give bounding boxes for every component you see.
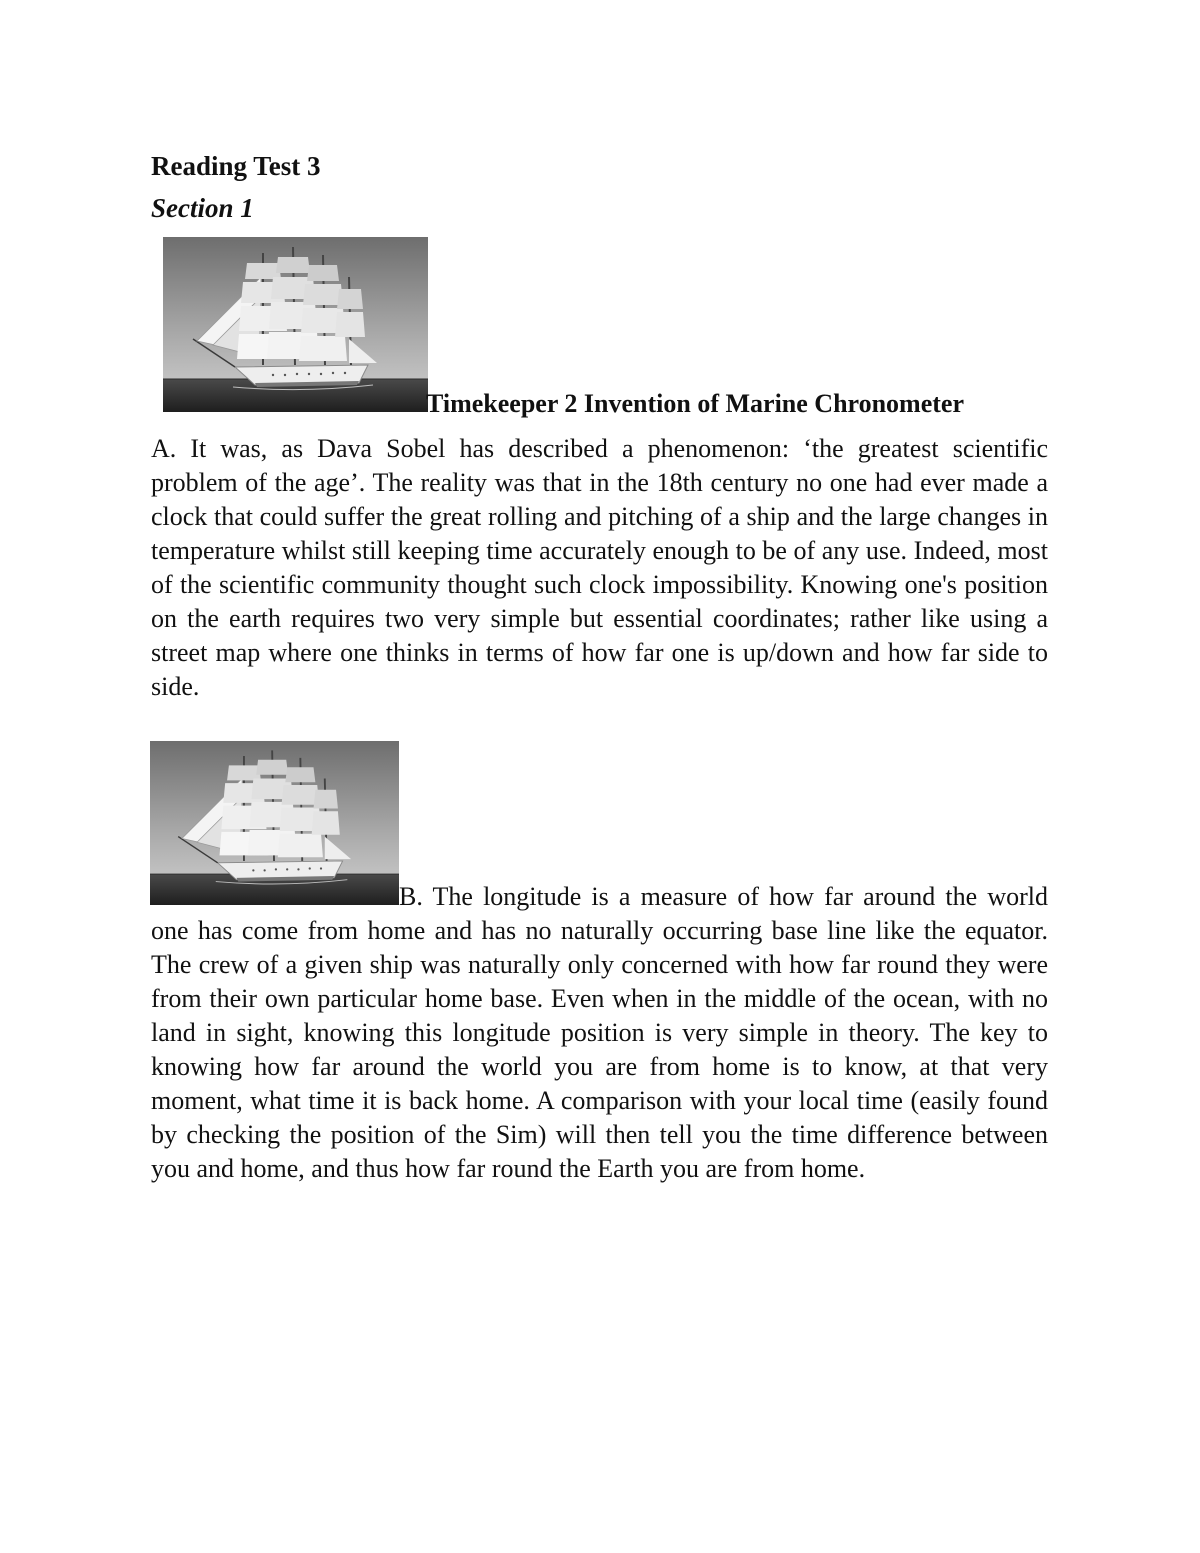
section-label: Section 1 [151, 193, 254, 223]
article-heading: Timekeeper 2 Invention of Marine Chronometer [426, 389, 964, 418]
paragraph-b: B. The longitude is a measure of how far around the world one has come from home and has no naturally occurring base line like the equator. The crew of a given ship was naturally only concerned with how far round they were from their own particular home base. Even when in the middle of the ocean, with no land in sight, knowing this longitude position is very simple in theory. The key to knowing how far around the world you are from home is to know, at that very moment, what time it is back home. A comparison with your local time (easily found by checking the position of the Sim) will then tell you the time difference between you and home, and thus how far round the Earth you are from home. [151, 882, 1048, 1183]
paragraph-a: A. It was, as Dava Sobel has described a phenomenon: ‘the greatest scientific problem of the age’. The reality was that in the 18th century no one had ever made a clock that could suffer the great rolling and pitching of a ship and the large changes in temperature whilst still keeping time accurately enough to be of any use. Indeed, most of the scientific community thought such clock impossibility. Knowing one's position on the earth requires two very simple but essential coordinates; rather like using a street map where one thinks in terms of how far one is up/down and how far side to side. [151, 434, 1048, 701]
document-title: Reading Test 3 [151, 151, 321, 181]
tall-ship-photo-1 [163, 237, 428, 412]
